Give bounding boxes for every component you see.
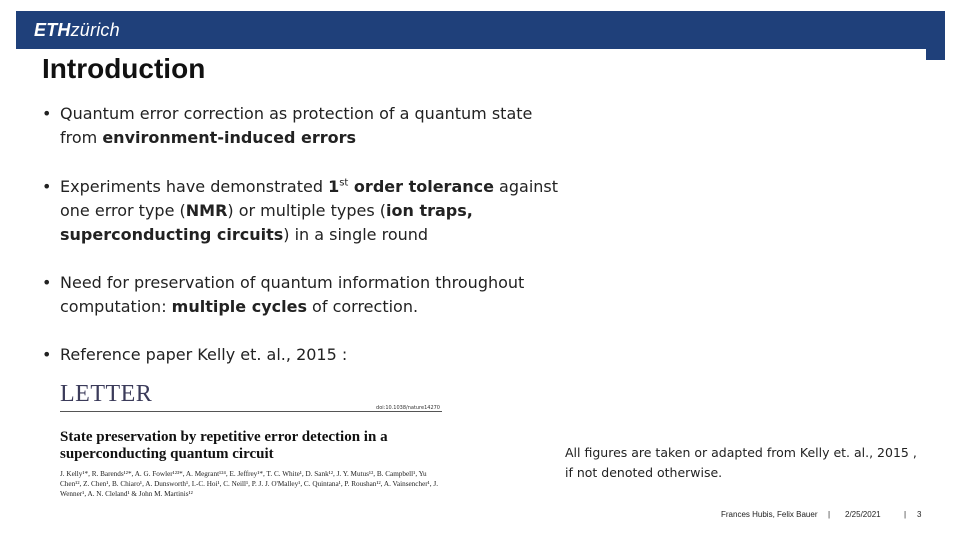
bullet-1-line2-pre: from: [60, 128, 103, 147]
figures-note: [565, 443, 945, 483]
bullet-2-bold-superconducting: superconducting circuits: [60, 225, 284, 244]
bullet-2-line2-pre: one error type (: [60, 201, 186, 220]
paper-doi: doi:10.1038/nature14270: [376, 405, 440, 411]
slide-title: Introduction: [42, 53, 206, 84]
bullet-3-line2-pre: computation:: [60, 297, 172, 316]
bullet-1-emphasis: environment-induced errors: [102, 128, 357, 147]
bullet-3-line1: Need for preservation of quantum information throughout: [60, 273, 525, 292]
bullet-2-pre: Experiments have demonstrated: [60, 177, 329, 196]
footer-page-number: 3: [917, 510, 922, 519]
bullet-item-4: [42, 343, 347, 367]
bullet-2-post: ) in a single round: [283, 225, 429, 244]
figures-note-line1: All figures are taken or adapted from Kelly et. al., 2015 ,: [565, 445, 917, 460]
logo-bold-text: ETH: [34, 20, 71, 40]
bullet-item-2: [42, 175, 558, 247]
bullet-2-bold-2: order tolerance: [348, 177, 494, 196]
figures-note-line2: if not denoted otherwise.: [565, 465, 723, 480]
bullet-4-text: Reference paper Kelly et. al., 2015 :: [60, 345, 348, 364]
bullet-2-mid-2: ) or multiple types (: [227, 201, 386, 220]
footer-separator: |: [828, 510, 831, 519]
bullet-3-line2-post: of correction.: [306, 297, 419, 316]
paper-section-label: LETTER: [60, 381, 153, 407]
paper-authors: J. Kelly¹*, R. Barends¹²*, A. G. Fowler¹²³*, A. Megrant¹²⁴, E. Jeffrey¹*, T. C. White¹, D. Sank¹², J. Y. Mutus¹², B. Campbell¹, Yu Chen¹², Z. Chen¹, B. Chiaro¹, A. Dunsworth¹, I.-C. Hoi¹, C. Neill¹, P. J. J. O'Malley¹, C. Quintana¹, P. Roushan¹², A. Vainsencher¹, J. Wenner¹, A. N. Cleland¹ & John M. Martinis¹²: [60, 470, 438, 498]
reference-paper-snippet: [56, 377, 446, 507]
bullet-item-1: [42, 102, 532, 150]
paper-title: State preservation by repetitive error detection in a superconducting quantum circuit: [60, 429, 388, 462]
bullet-2-bold-nmr: NMR: [185, 201, 228, 220]
eth-zurich-logo: [34, 20, 120, 41]
bullet-2-bold-1: 1: [328, 177, 340, 196]
bullet-1-line1: Quantum error correction as protection of a quantum state: [60, 104, 533, 123]
bullet-2-bold-ion-traps: ion traps,: [386, 201, 473, 220]
bullet-item-3: [42, 271, 524, 319]
paper-divider: [60, 411, 442, 412]
bullet-2-superscript: st: [339, 177, 349, 189]
logo-light-text: zürich: [70, 20, 120, 40]
footer-date: 2/25/2021: [845, 510, 881, 519]
bullet-3-emphasis: multiple cycles: [171, 297, 307, 316]
bullet-2-mid-1: against: [493, 177, 559, 196]
footer-authors: Frances Hubis, Felix Bauer: [721, 510, 818, 519]
footer-separator: |: [904, 510, 907, 519]
